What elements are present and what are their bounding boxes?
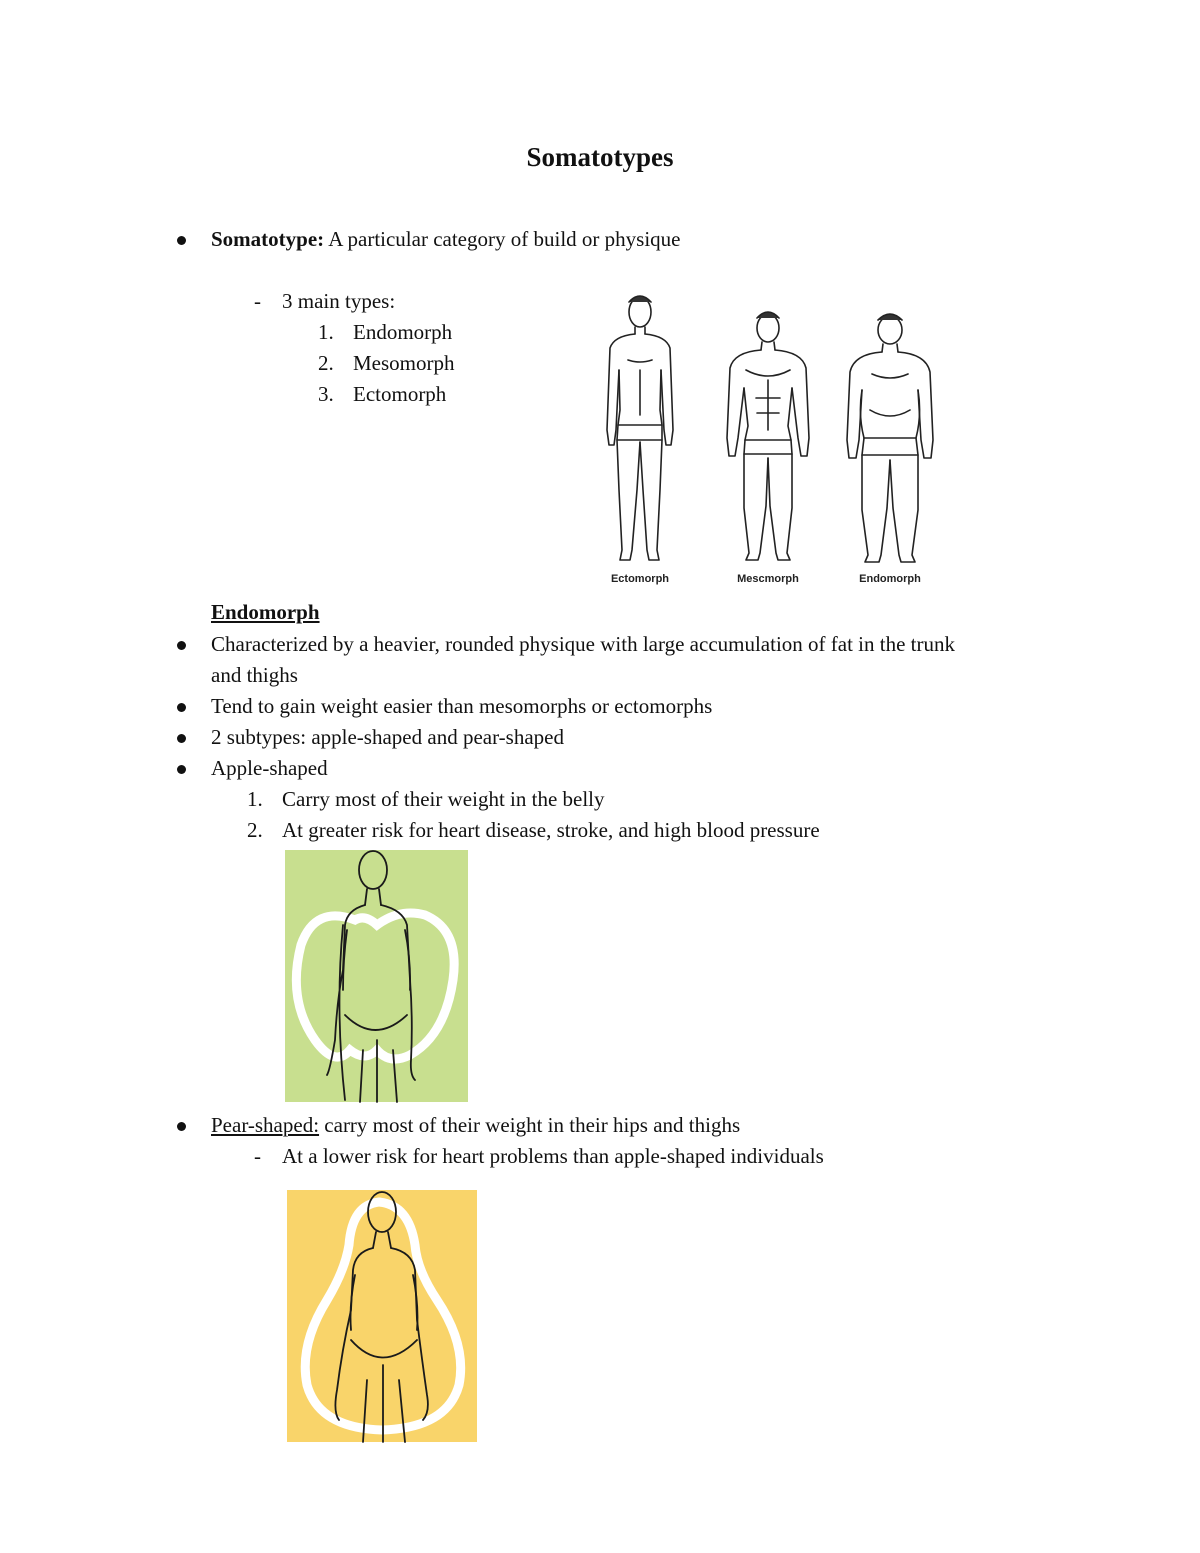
apple-item-number: 2. (247, 818, 263, 842)
dash-marker: - (254, 289, 261, 313)
pear-line (211, 1111, 740, 1139)
apple-item-number: 1. (247, 787, 263, 811)
pear-sub: At a lower risk for heart problems than apple-shaped individuals (282, 1144, 824, 1168)
type-item-ectomorph: Ectomorph (353, 382, 447, 406)
definition-term: Somatotype: (211, 227, 325, 251)
type-item-mesomorph: Mesomorph (353, 351, 455, 375)
figure-label-ectomorph: Ectomorph (610, 573, 670, 585)
pear-shape-illustration (287, 1190, 477, 1442)
mesomorph-figure (727, 312, 809, 560)
apple-item: Carry most of their weight in the belly (282, 787, 605, 811)
bullet-text: 2 subtypes: apple-shaped and pear-shaped (211, 725, 564, 749)
type-number: 2. (318, 351, 334, 375)
type-number: 1. (318, 320, 334, 344)
type-item-endomorph: Endomorph (353, 320, 453, 344)
main-types-intro: 3 main types: (282, 289, 396, 313)
body-types-figure (592, 290, 972, 590)
definition-text: A particular category of build or physique (324, 227, 681, 251)
bullet-text: Apple-shaped (211, 756, 328, 780)
bullet-icon (177, 1122, 186, 1131)
pear-text: carry most of their weight in their hips and thighs (319, 1113, 741, 1137)
dash-marker: - (254, 1144, 261, 1168)
figure-label-mesomorph: Mescmorph (737, 573, 799, 585)
type-number: 3. (318, 382, 334, 406)
bullet-icon (177, 703, 186, 712)
bullet-text: Tend to gain weight easier than mesomorphs or ectomorphs (211, 694, 713, 718)
bullet-icon (177, 641, 186, 650)
ectomorph-figure (607, 296, 673, 560)
pear-term: Pear-shaped: (211, 1113, 320, 1137)
bullet-text: Characterized by a heavier, rounded physique with large accumulation of fat in the trunk (211, 632, 956, 656)
bullet-icon (177, 765, 186, 774)
bullet-text-continued: and thighs (211, 663, 298, 687)
apple-item: At greater risk for heart disease, stroke, and high blood pressure (282, 818, 820, 842)
figure-label-endomorph: Endomorph (859, 573, 921, 585)
apple-shape-illustration (285, 850, 468, 1102)
endomorph-figure (847, 314, 933, 562)
bullet-icon (177, 236, 186, 245)
page-title: Somatotypes (526, 142, 674, 172)
section-heading: Endomorph (211, 600, 320, 624)
bullet-icon (177, 734, 186, 743)
definition-line (211, 225, 680, 253)
